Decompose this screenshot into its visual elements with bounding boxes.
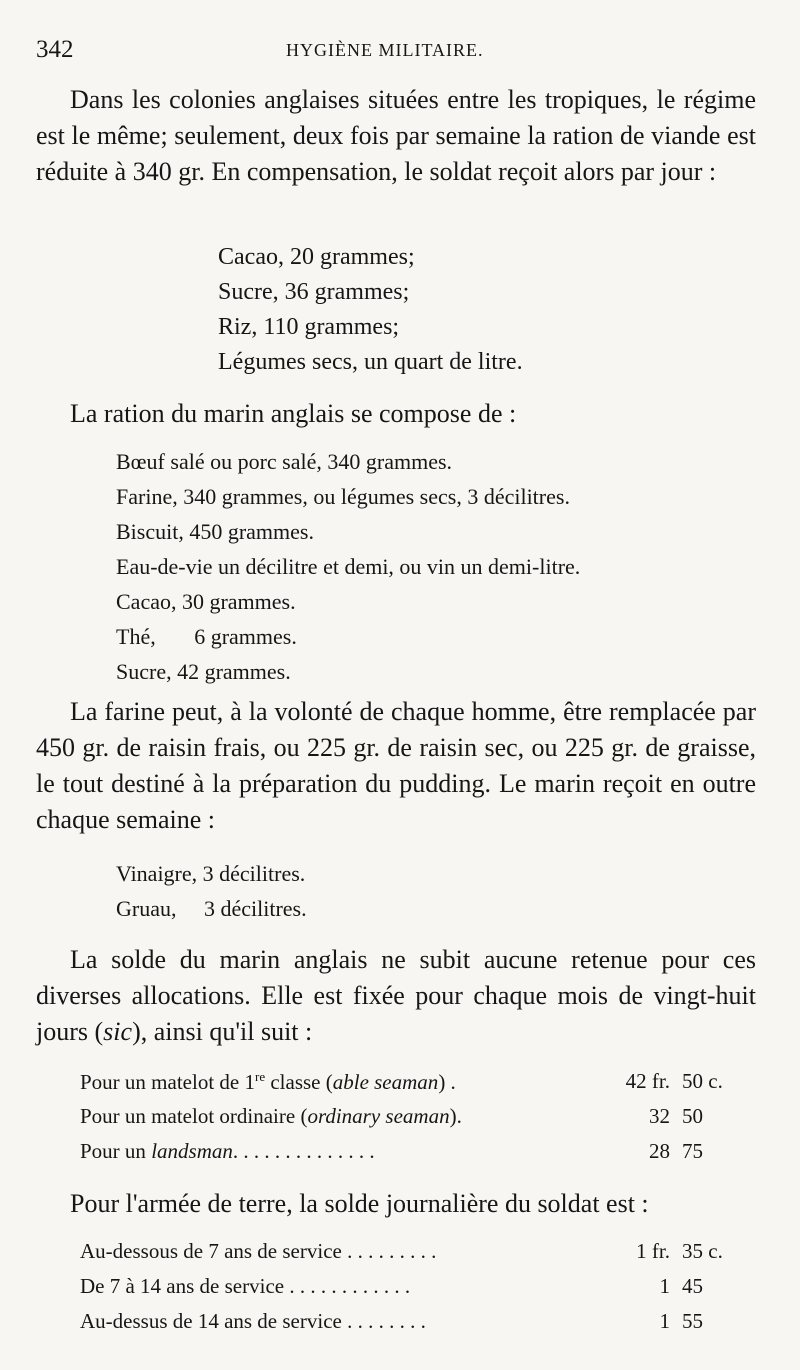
paragraph-solde-marin — [36, 942, 756, 1050]
text-run: ), ainsi qu'il suit : — [132, 1017, 313, 1046]
pay-francs: 1 fr. — [636, 1239, 670, 1263]
pay-label: De 7 à 14 ans de service . . . . . . . . . . . . — [80, 1274, 411, 1298]
pay-centimes: 45 — [682, 1274, 703, 1298]
list-item: Farine, 340 grammes, ou légumes secs, 3 décilitres. — [116, 484, 570, 509]
sic-italic: sic — [103, 1017, 133, 1046]
colonial-ration-list — [218, 240, 523, 380]
pay-centimes: 50 c. — [682, 1069, 723, 1093]
page-number: 342 — [36, 36, 74, 63]
page-header — [36, 36, 756, 68]
list-item: Sucre, 36 grammes; — [218, 279, 410, 305]
pay-francs: 1 — [659, 1309, 670, 1333]
pay-label: Pour un matelot de 1re classe (able seaman) . — [80, 1068, 456, 1094]
table-row — [80, 1134, 750, 1169]
table-row — [80, 1269, 750, 1304]
pay-label: Au-dessus de 14 ans de service . . . . . . . . — [80, 1309, 426, 1333]
pay-francs: 32 — [649, 1104, 670, 1128]
list-item: Thé, 6 grammes. — [116, 624, 297, 649]
table-row — [80, 1234, 750, 1269]
list-item: Vinaigre, 3 décilitres. — [116, 861, 306, 886]
weekly-extras-list — [116, 856, 307, 926]
table-row — [80, 1099, 750, 1134]
paragraph-farine: La farine peut, à la volonté de chaque homme, être remplacée par 450 gr. de raisin frais, ou 225 gr. de raisin sec, ou 225 gr. de graisse, le tout destiné à la préparation du pudding. Le marin reçoit en outre chaque semaine : — [36, 697, 756, 834]
list-item: Légumes secs, un quart de litre. — [218, 349, 523, 375]
pay-francs: 28 — [649, 1139, 670, 1163]
sailor-ration-list — [116, 444, 580, 689]
list-item: Gruau, 3 décilitres. — [116, 896, 307, 921]
pay-francs: 42 fr. — [625, 1069, 670, 1093]
table-row — [80, 1064, 750, 1099]
pay-francs: 1 — [659, 1274, 670, 1298]
table-row — [80, 1304, 750, 1339]
list-item: Sucre, 42 grammes. — [116, 659, 291, 684]
pay-centimes: 35 c. — [682, 1239, 723, 1263]
sailor-pay-table — [80, 1064, 750, 1169]
paragraph-colonies: Dans les colonies anglaises situées entre les tropiques, le régime est le même; seulement, deux fois par semaine la ration de viande est réduite à 340 gr. En compensation, le soldat reçoit alors par jour : — [36, 85, 756, 186]
list-item: Eau-de-vie un décilitre et demi, ou vin un demi-litre. — [116, 554, 581, 579]
pay-centimes: 75 — [682, 1139, 703, 1163]
list-item: Riz, 110 grammes; — [218, 314, 400, 340]
pay-centimes: 55 — [682, 1309, 703, 1333]
pay-label: Pour un landsman. . . . . . . . . . . . . . — [80, 1139, 375, 1163]
pay-label: Pour un matelot ordinaire (ordinary seaman). — [80, 1104, 462, 1128]
text-run: La solde du marin anglais ne subit aucune retenue pour ces diverses allocations. Elle est fixée pour chaque mois de vingt-huit jours ( — [36, 945, 756, 1046]
pay-label: Au-dessous de 7 ans de service . . . . . . . . . — [80, 1239, 437, 1263]
list-item: Cacao, 20 grammes; — [218, 244, 415, 270]
list-item: Biscuit, 450 grammes. — [116, 519, 314, 544]
list-item: Bœuf salé ou porc salé, 340 grammes. — [116, 449, 453, 474]
army-pay-table — [80, 1234, 750, 1339]
pay-centimes: 50 — [682, 1104, 703, 1128]
running-title: HYGIÈNE MILITAIRE. — [286, 40, 484, 60]
paragraph-marin-ration: La ration du marin anglais se compose de : — [70, 399, 517, 428]
paragraph-armee-terre: Pour l'armée de terre, la solde journalière du soldat est : — [70, 1189, 649, 1218]
list-item: Cacao, 30 grammes. — [116, 589, 296, 614]
